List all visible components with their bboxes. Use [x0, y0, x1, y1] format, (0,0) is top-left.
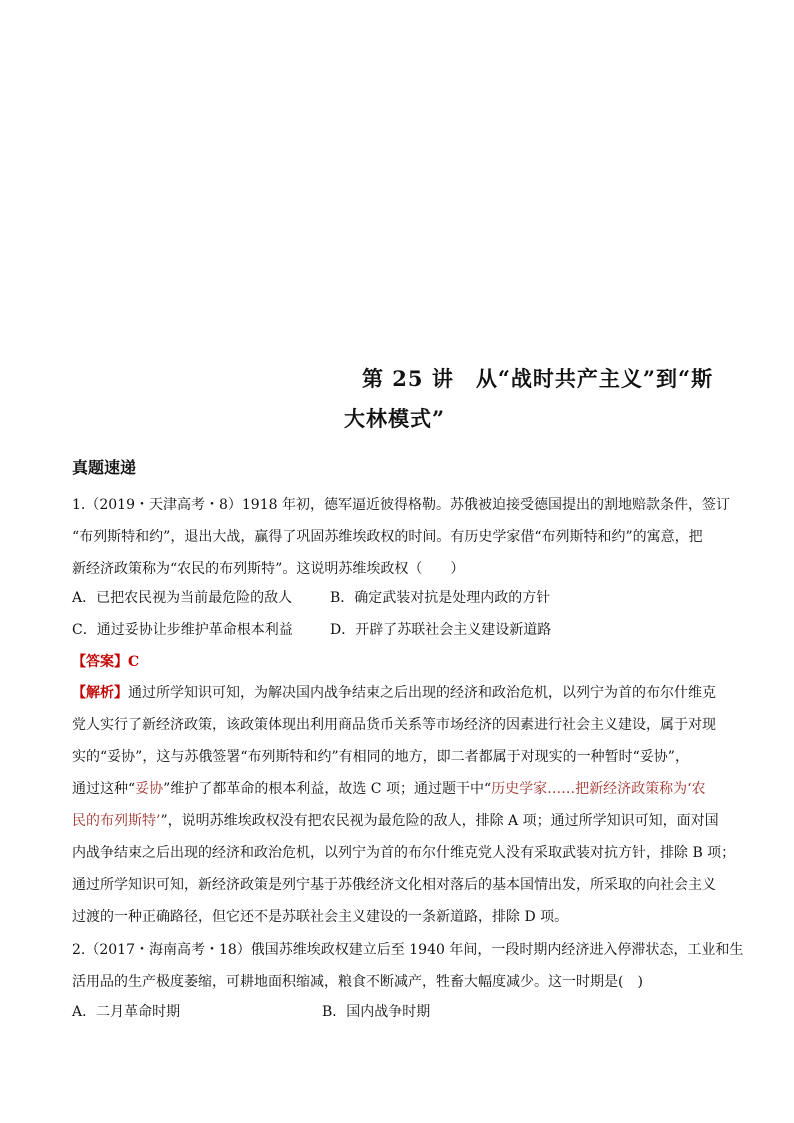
q1-stem-line: 新经济政策称为“农民的布列斯特”。这说明苏维埃政权（ ）: [72, 561, 465, 577]
q1-option-c[interactable]: C．通过妥协让步维护革命根本利益: [72, 622, 293, 638]
analysis-text: 通过所学知识可知，为解决国内战争结束之后出现的经济和政治危机，以列宁为首的布尔什维克: [128, 685, 716, 701]
question-1-stem: [72, 489, 730, 585]
lesson-title-line-2: 大林模式”: [344, 406, 446, 431]
analysis-text: ”维护了都革命的根本利益，故选 C 项；通过题干中“: [163, 781, 492, 797]
analysis-line: 实的“妥协”，这与苏俄签署“布列斯特和约”有相同的地方，即二者都属于对现实的一种暂时“妥协”，: [72, 749, 689, 765]
q1-analysis: [72, 677, 736, 933]
analysis-line: 过渡的一种正确路径，但它还不是苏联社会主义建设的一条新道路，排除 D 项。: [72, 909, 569, 925]
q2-option-a[interactable]: A．二月革命时期: [72, 1004, 181, 1020]
q2-option-b[interactable]: B．国内战争时期: [322, 1004, 431, 1020]
q1-option-b[interactable]: B．确定武装对抗是处理内政的方针: [330, 590, 551, 606]
analysis-line: 通过所学知识可知，新经济政策是列宁基于苏俄经济文化相对落后的基本国情出发，所采取的向社会主义: [72, 877, 716, 893]
analysis-text: 通过这种“: [72, 781, 136, 797]
q1-option-a[interactable]: A．已把农民视为当前最危险的敌人: [72, 590, 293, 606]
answer-value: C: [128, 654, 140, 670]
analysis-line: [72, 677, 724, 709]
analysis-text: ”，说明苏维埃政权没有把农民视为最危险的敌人，排除 A 项；通过所学知识可知，面对国: [160, 813, 719, 829]
analysis-line: [72, 773, 724, 805]
lesson-title-line-1: 第 25 讲 从“战时共产主义”到“斯: [362, 366, 714, 391]
analysis-quote: 民的布列斯特’: [72, 813, 161, 829]
section-heading: 真题速递: [72, 458, 137, 477]
analysis-line: 内战争结束之后出现的经济和政治危机，以列宁为首的布尔什维克党人没有采取武装对抗方针，排除 B 项；: [72, 845, 736, 861]
q1-stem-line: “布列斯特和约”，退出大战，赢得了巩固苏维埃政权的时间。有历史学家借“布列斯特和约”的寓意，把: [72, 529, 703, 545]
analysis-line: [72, 805, 724, 837]
analysis-quote: 妥协: [135, 781, 164, 797]
q1-stem-line: 1.（2019・天津高考・8）1918 年初，德军逼近彼得格勒。苏俄被迫接受德国提出的割地赔款条件，签订: [72, 497, 730, 513]
q1-answer: [72, 652, 139, 672]
analysis-tag: 【解析】: [72, 685, 128, 701]
q1-option-d[interactable]: D．开辟了苏联社会主义建设新道路: [330, 622, 552, 638]
analysis-line: 党人实行了新经济政策，该政策体现出利用商品货币关系等市场经济的因素进行社会主义建设，属于对现: [72, 717, 716, 733]
answer-tag: 【答案】: [72, 654, 128, 670]
analysis-quote: 历史学家……把新经济政策称为‘农: [491, 781, 706, 797]
q2-stem-line: 活用品的生产极度萎缩，可耕地面积缩减，粮食不断减产，牲畜大幅度减少。这一时期是( ): [72, 974, 643, 990]
question-2-stem: [72, 934, 744, 998]
q2-stem-line: 2.（2017・海南高考・18）俄国苏维埃政权建立后至 1940 年间，一段时期内经济进入停滞状态，工业和生: [72, 942, 744, 958]
